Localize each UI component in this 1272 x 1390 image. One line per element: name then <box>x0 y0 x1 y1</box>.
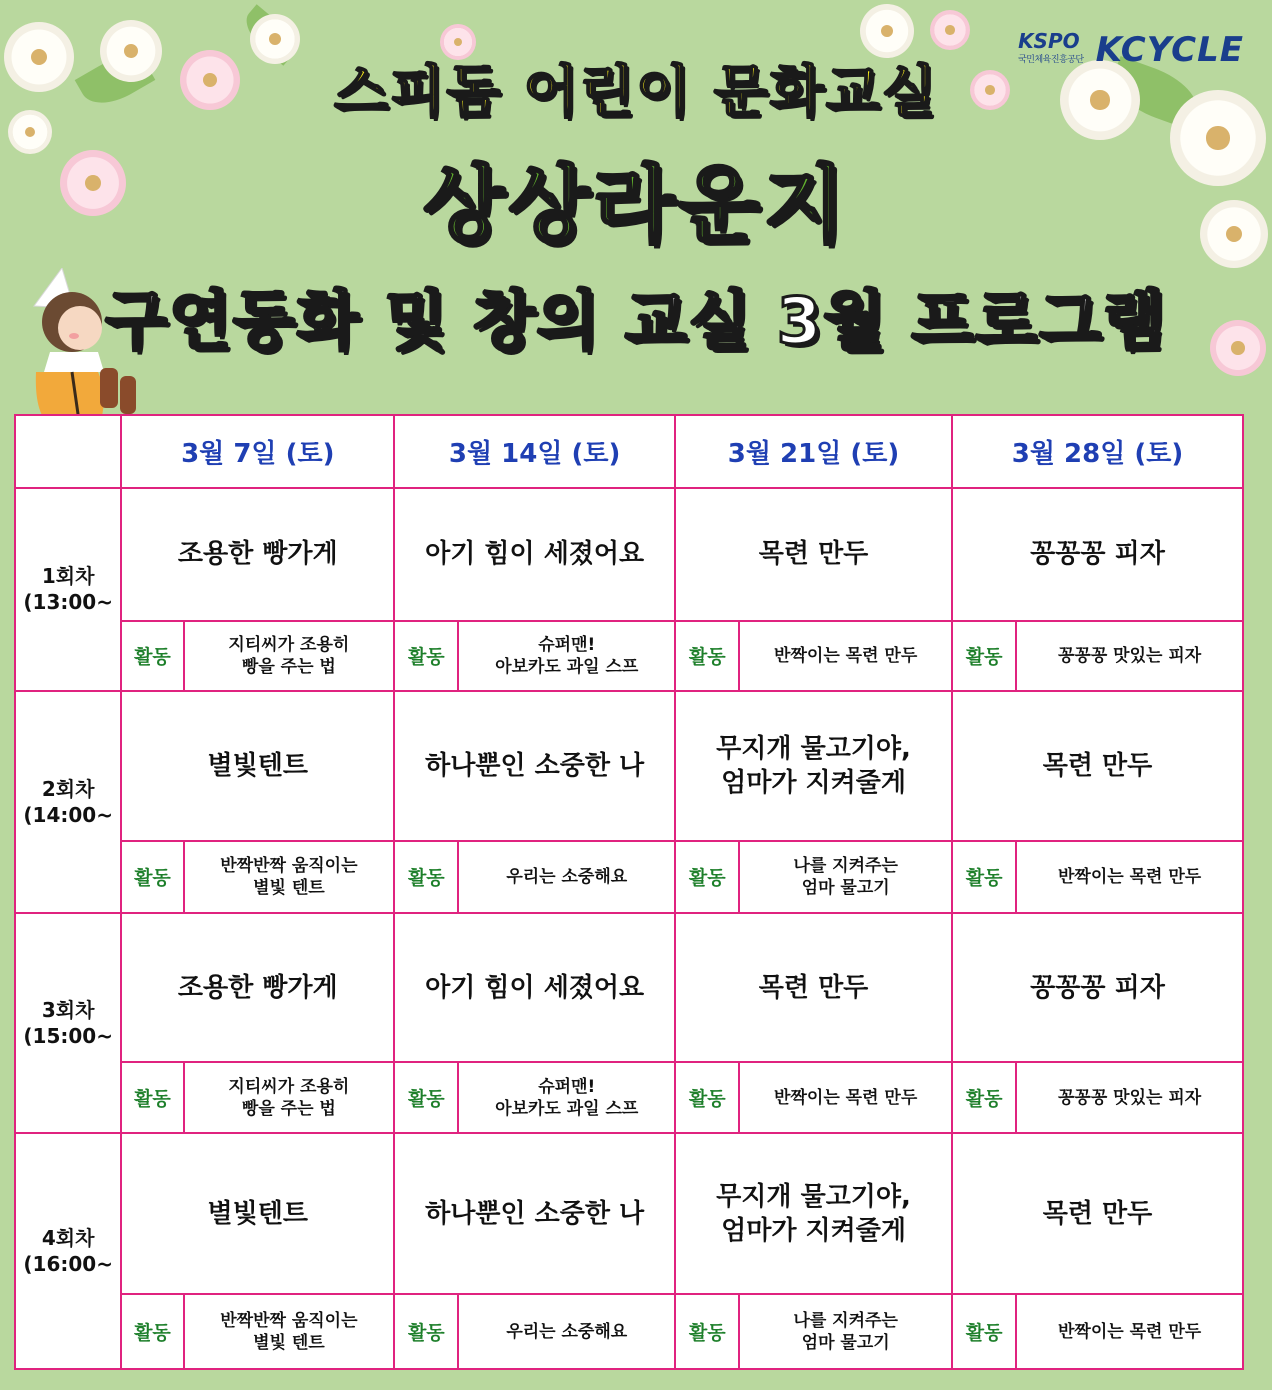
activity-text: 엄마 물고기 <box>801 1332 890 1353</box>
activity-text: 반짝반짝 움직이는 <box>220 855 358 876</box>
session-time: (15:00~ <box>23 1024 113 1049</box>
session-time: (14:00~ <box>23 803 113 828</box>
program-title: 목련 만두 <box>758 972 869 1003</box>
activity-label-cell <box>121 1062 183 1133</box>
program-title-cell <box>675 691 952 840</box>
activity-text: 별빛 텐트 <box>253 877 325 898</box>
schedule-table <box>14 414 1244 1370</box>
date-header-cell <box>675 415 952 488</box>
activity-label-cell <box>394 621 458 692</box>
program-title-cell <box>394 691 675 840</box>
activity-label: 활동 <box>407 867 445 890</box>
activity-label-cell <box>394 1062 458 1133</box>
program-title-cell <box>675 1133 952 1294</box>
program-title: 무지개 물고기야, <box>716 733 911 764</box>
activity-label: 활동 <box>134 646 171 669</box>
date-header-row <box>15 415 1243 488</box>
title-line-3: 구연동화 및 창의 교실 3월 프로그램 <box>105 285 1167 359</box>
activity-label-cell <box>394 1294 458 1369</box>
activity-text: 반짝이는 목련 만두 <box>774 645 918 666</box>
session-cell <box>15 913 121 1133</box>
activity-label: 활동 <box>134 867 171 890</box>
program-title-cell <box>952 913 1243 1062</box>
program-title-cell <box>121 913 394 1062</box>
activity-label: 활동 <box>688 867 726 890</box>
session-cell <box>15 488 121 692</box>
activity-text: 반짝이는 목련 만두 <box>1057 866 1202 887</box>
activity-label-cell <box>952 841 1016 914</box>
program-title-cell <box>675 488 952 621</box>
activity-label: 활동 <box>688 646 726 669</box>
activity-label: 활동 <box>407 1088 445 1111</box>
activity-label-cell <box>952 1062 1016 1133</box>
session-name: 4회차 <box>41 1225 95 1250</box>
program-title-cell <box>121 488 394 621</box>
program-title: 꽁꽁꽁 피자 <box>1030 539 1165 570</box>
program-title: 엄마가 지켜줄게 <box>721 1215 906 1246</box>
program-row <box>15 488 1243 621</box>
activity-text: 우리는 소중해요 <box>506 866 628 887</box>
kcycle-logo-text: KCYCLE <box>1095 30 1244 70</box>
activity-label-cell <box>675 1062 739 1133</box>
activity-label: 활동 <box>688 1088 726 1111</box>
activity-label: 활동 <box>134 1322 171 1345</box>
child-illustration <box>14 268 144 438</box>
activity-label: 활동 <box>965 646 1003 669</box>
date-header-cell <box>394 415 675 488</box>
activity-text-cell <box>739 841 952 914</box>
date-header-cell <box>952 415 1243 488</box>
activity-text: 반짝이는 목련 만두 <box>774 1087 918 1108</box>
activity-text: 슈퍼맨! <box>538 634 596 655</box>
activity-row <box>15 621 1243 692</box>
activity-label-cell <box>675 841 739 914</box>
program-title-cell <box>952 488 1243 621</box>
activity-text-cell <box>739 1294 952 1369</box>
activity-label-cell <box>952 621 1016 692</box>
activity-label-cell <box>675 621 739 692</box>
activity-text: 나를 지켜주는 <box>793 855 898 876</box>
program-title: 조용한 빵가게 <box>177 539 338 570</box>
program-title: 목련 만두 <box>1042 750 1153 781</box>
activity-text-cell <box>184 621 395 692</box>
activity-label: 활동 <box>407 646 445 669</box>
date-label: 3월 28일 (토) <box>1011 438 1184 469</box>
program-title: 하나뿐인 소중한 나 <box>425 1198 645 1229</box>
program-title-cell <box>394 488 675 621</box>
activity-text-cell <box>184 1062 395 1133</box>
program-row <box>15 913 1243 1062</box>
program-title: 별빛텐트 <box>207 1198 308 1229</box>
program-title-cell <box>121 691 394 840</box>
program-title-cell <box>952 1133 1243 1294</box>
date-label: 3월 14일 (토) <box>448 438 621 469</box>
session-name: 1회차 <box>41 564 95 589</box>
program-title: 목련 만두 <box>1042 1198 1153 1229</box>
activity-text: 별빛 텐트 <box>253 1332 325 1353</box>
program-title: 하나뿐인 소중한 나 <box>425 750 645 781</box>
activity-text-cell <box>739 1062 952 1133</box>
activity-text-cell <box>1016 1062 1243 1133</box>
activity-label-cell <box>675 1294 739 1369</box>
date-label: 3월 7일 (토) <box>181 438 335 469</box>
activity-label: 활동 <box>134 1088 171 1111</box>
program-title-cell <box>952 691 1243 840</box>
activity-text: 우리는 소중해요 <box>506 1321 628 1342</box>
activity-text-cell <box>1016 841 1243 914</box>
activity-text: 나를 지켜주는 <box>793 1310 898 1331</box>
program-title: 아기 힘이 세졌어요 <box>425 972 645 1003</box>
program-title-cell <box>394 913 675 1062</box>
activity-text: 아보카도 과일 스프 <box>495 1098 639 1119</box>
corner-cell <box>15 415 121 488</box>
activity-label: 활동 <box>407 1322 445 1345</box>
activity-text-cell <box>184 1294 395 1369</box>
activity-label: 활동 <box>965 867 1003 890</box>
activity-text: 빵을 주는 법 <box>241 1098 336 1119</box>
activity-text: 아보카도 과일 스프 <box>495 656 639 677</box>
program-title: 조용한 빵가게 <box>177 972 338 1003</box>
activity-text: 지티씨가 조용히 <box>228 1076 350 1097</box>
activity-label: 활동 <box>965 1322 1003 1345</box>
activity-text: 반짝이는 목련 만두 <box>1057 1321 1202 1342</box>
program-title-cell <box>121 1133 394 1294</box>
date-header-cell <box>121 415 394 488</box>
title-line-1: 스피돔 어린이 문화교실 <box>334 60 938 125</box>
kspo-logo-text: KSPO <box>1018 29 1080 53</box>
session-time: (16:00~ <box>23 1251 113 1276</box>
activity-text: 반짝반짝 움직이는 <box>220 1310 358 1331</box>
activity-label-cell <box>121 841 183 914</box>
program-row <box>15 691 1243 840</box>
activity-text-cell <box>739 621 952 692</box>
activity-text-cell <box>458 1294 675 1369</box>
activity-text: 빵을 주는 법 <box>241 656 336 677</box>
title-line-2: 상상라운지 <box>423 156 849 254</box>
program-title: 엄마가 지켜줄게 <box>721 767 906 798</box>
activity-text-cell <box>1016 1294 1243 1369</box>
activity-label-cell <box>121 621 183 692</box>
program-title: 목련 만두 <box>758 539 869 570</box>
program-title-cell <box>675 913 952 1062</box>
program-row <box>15 1133 1243 1294</box>
activity-label-cell <box>952 1294 1016 1369</box>
activity-label: 활동 <box>965 1088 1003 1111</box>
activity-label-cell <box>121 1294 183 1369</box>
activity-row <box>15 1062 1243 1133</box>
kspo-logo-subtitle: 국민체육진흥공단 <box>1018 55 1084 65</box>
activity-text-cell <box>458 621 675 692</box>
program-title: 무지개 물고기야, <box>716 1181 911 1212</box>
activity-row <box>15 1294 1243 1369</box>
program-title: 별빛텐트 <box>207 750 308 781</box>
session-cell <box>15 691 121 913</box>
program-title: 아기 힘이 세졌어요 <box>425 539 645 570</box>
activity-label-cell <box>394 841 458 914</box>
activity-row <box>15 841 1243 914</box>
flower-decoration <box>930 10 970 50</box>
session-cell <box>15 1133 121 1369</box>
activity-text-cell <box>1016 621 1243 692</box>
activity-text-cell <box>458 1062 675 1133</box>
program-title-cell <box>394 1133 675 1294</box>
activity-text-cell <box>184 841 395 914</box>
activity-text-cell <box>458 841 675 914</box>
session-name: 3회차 <box>41 998 95 1023</box>
program-title: 꽁꽁꽁 피자 <box>1030 972 1165 1003</box>
date-label: 3월 21일 (토) <box>727 438 900 469</box>
session-name: 2회차 <box>41 777 95 802</box>
session-time: (13:00~ <box>23 590 113 615</box>
activity-label: 활동 <box>688 1322 726 1345</box>
activity-text: 슈퍼맨! <box>538 1076 596 1097</box>
activity-text: 꽁꽁꽁 맛있는 피자 <box>1057 645 1202 666</box>
activity-text: 엄마 물고기 <box>801 877 890 898</box>
activity-text: 지티씨가 조용히 <box>228 634 350 655</box>
activity-text: 꽁꽁꽁 맛있는 피자 <box>1057 1087 1202 1108</box>
